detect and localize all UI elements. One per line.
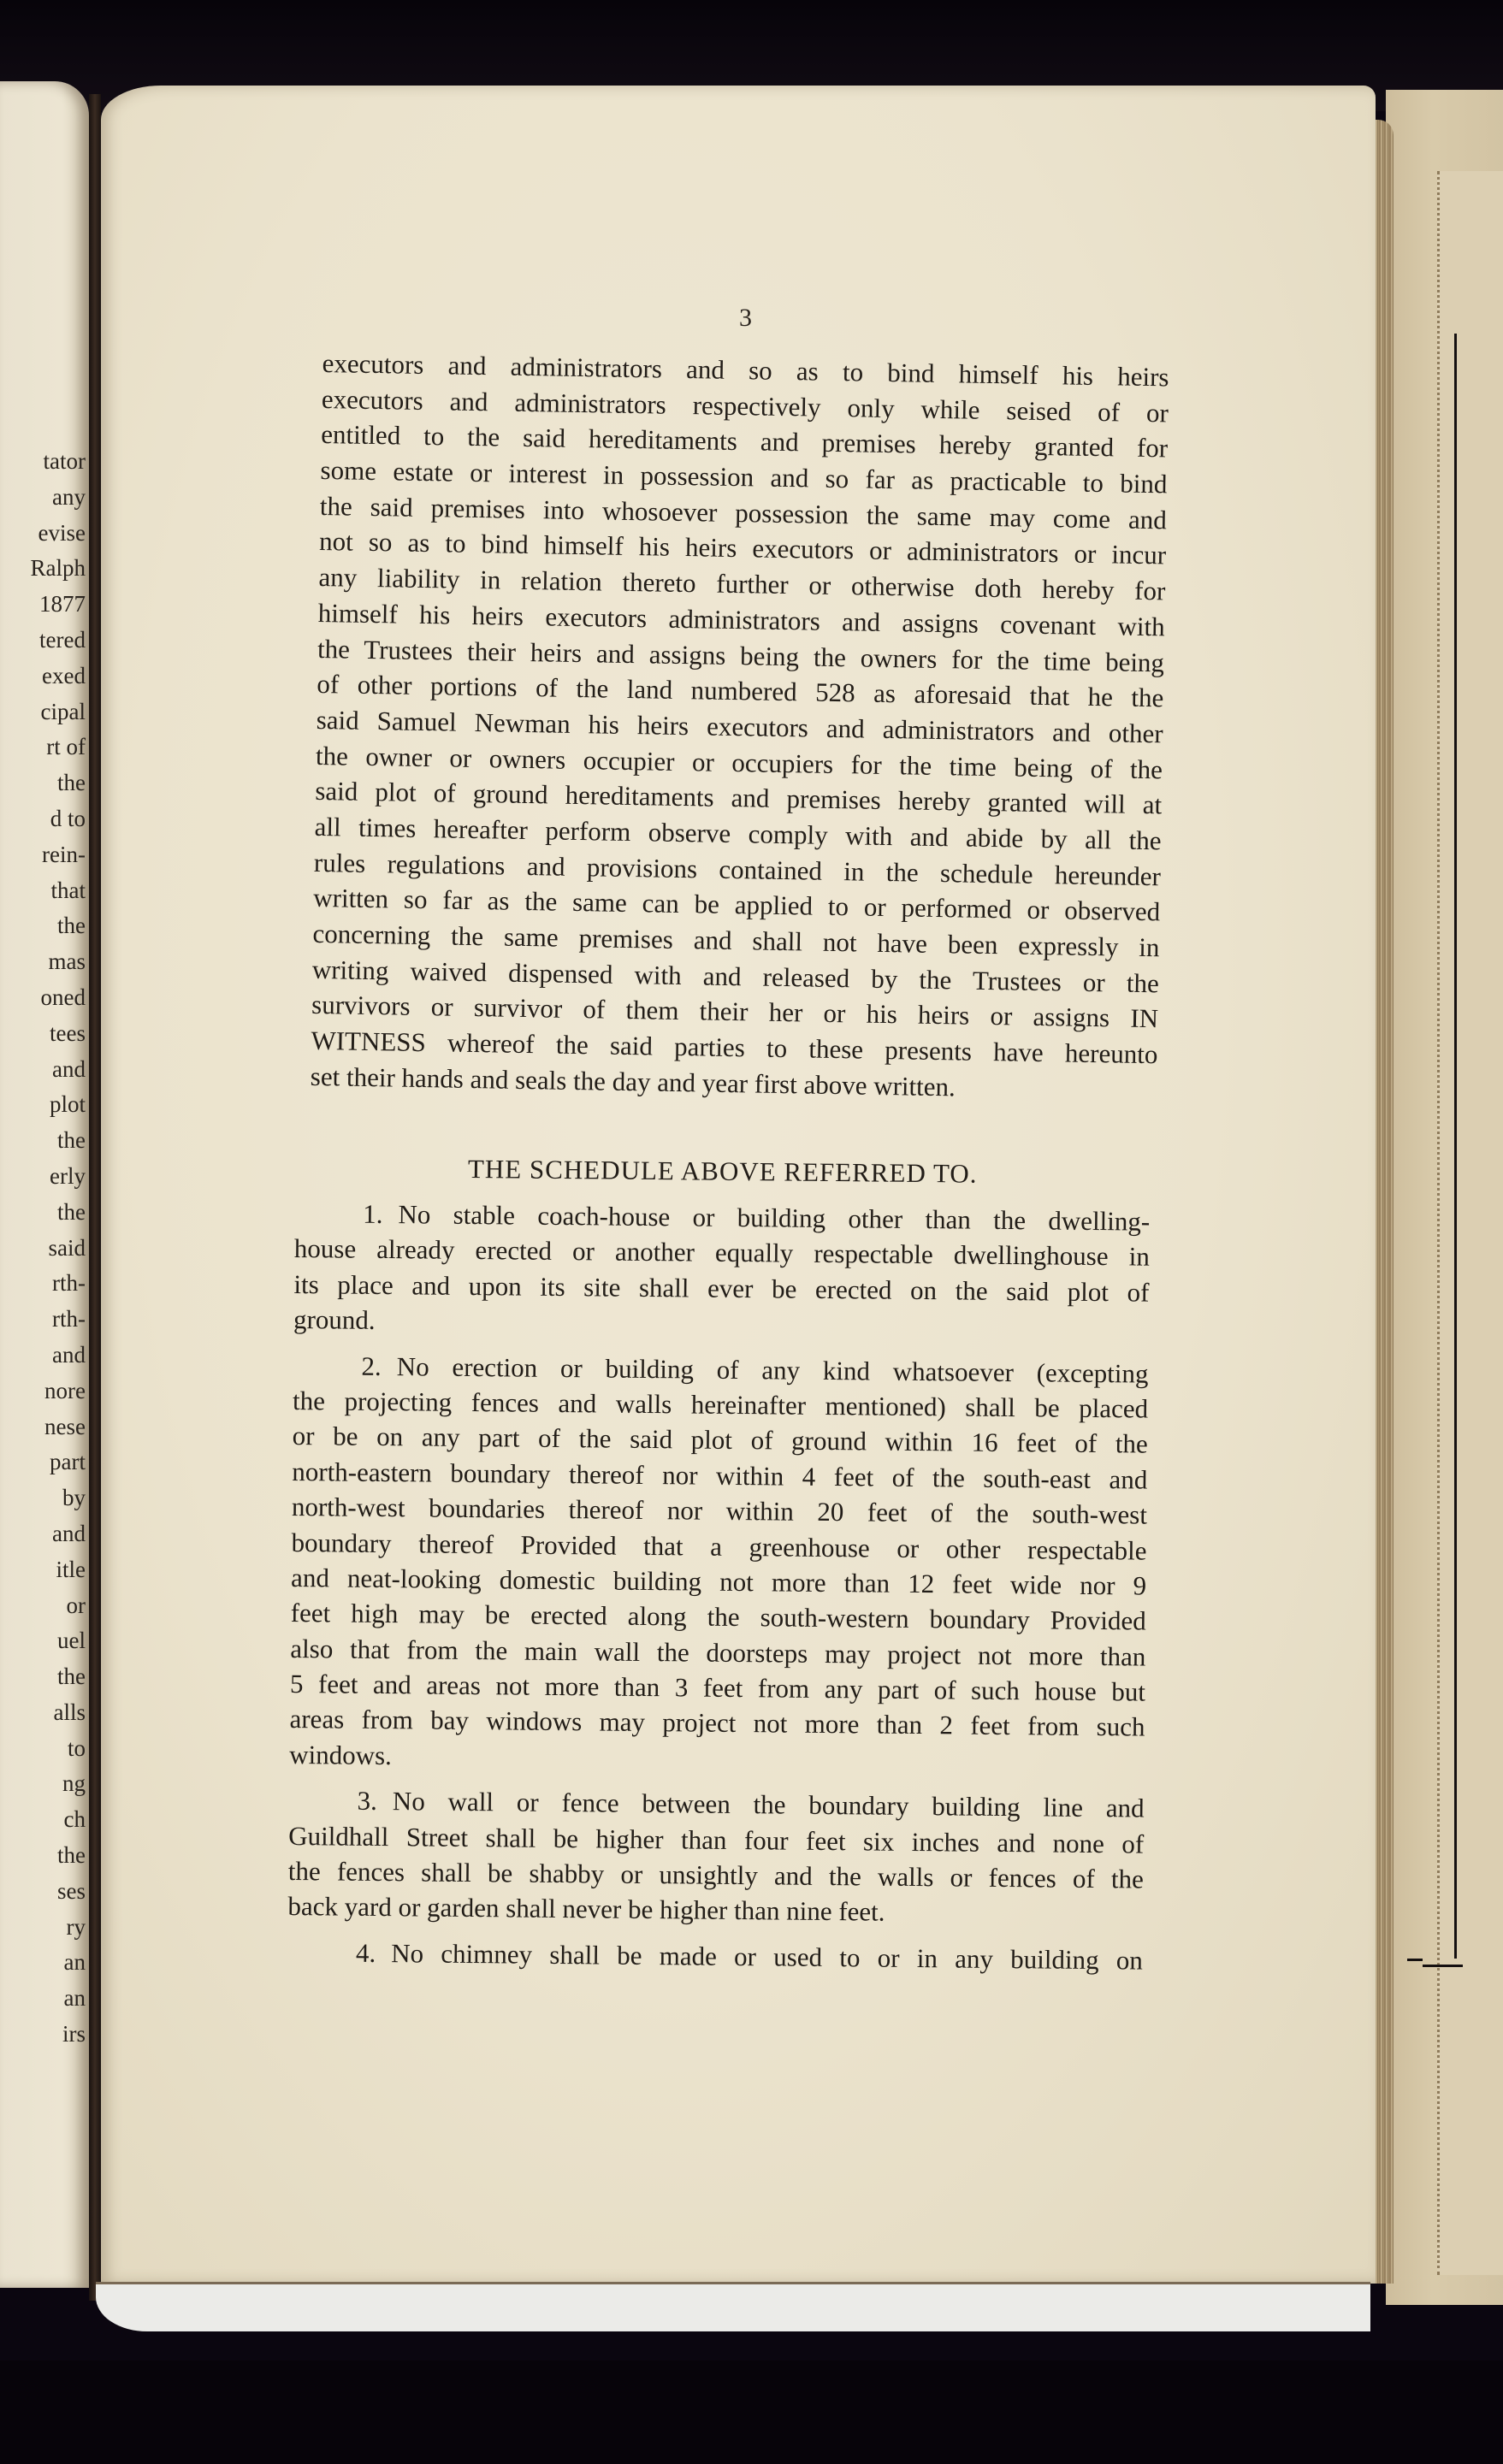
left-page-fragment: the: [57, 913, 86, 939]
left-page-fragment: the: [57, 1663, 86, 1690]
schedule-rule: [287, 1935, 1143, 1978]
left-page-fragment: an: [63, 1949, 86, 1976]
body-text-line: not so as to bind himself his heirs executors or administrators or incur: [318, 526, 1167, 570]
left-page-fragment: and: [52, 1341, 86, 1368]
dark-backdrop-bottom: [0, 2361, 1503, 2464]
left-page-fragment: that: [50, 877, 86, 903]
schedule-rule-line: north-west boundaries thereof nor within 20 feet of the south-west: [291, 1492, 1148, 1530]
body-text-line: said plot of ground hereditaments and premises hereby granted will at: [315, 776, 1163, 820]
schedule-rule: [289, 1348, 1149, 1781]
schedule-rule-number: 1.: [363, 1198, 383, 1229]
page-number: 3: [739, 304, 752, 332]
schedule-rule-line: [287, 1935, 1143, 1978]
left-page-fragment: uel: [57, 1628, 86, 1654]
left-page-fragment: nore: [44, 1377, 86, 1403]
schedule-rule-line: also that from the main wall the doorsteps may project not more than: [290, 1633, 1146, 1672]
left-page-fragment: ng: [62, 1770, 86, 1797]
body-text-line: the said premises into whosoever possession the same may come and: [319, 490, 1168, 535]
body-text-line: rules regulations and provisions contained in the schedule hereunder: [313, 847, 1162, 891]
body-text-line: of other portions of the land numbered 528 as aforesaid that he the: [317, 669, 1164, 713]
schedule-rule-line: areas from bay windows may project not more than 2 feet from such: [289, 1704, 1145, 1743]
body-text-line: executors and administrators and so as to bind himself his heirs: [322, 347, 1169, 393]
left-page-fragment: part: [50, 1449, 86, 1475]
left-page-fragment: the: [57, 1127, 86, 1154]
left-page-fragment: rein-: [42, 841, 86, 867]
page-edges: [1373, 120, 1394, 2284]
left-page-fragment: erly: [50, 1162, 86, 1189]
left-page-fragment: by: [62, 1485, 86, 1511]
schedule-rule-line: the projecting fences and walls hereinafter mentioned) shall be placed: [292, 1385, 1149, 1424]
schedule-rule-line: and neat-looking domestic building not more than 12 feet wide nor 9: [290, 1562, 1147, 1601]
deed-body-text: [310, 346, 1169, 1108]
mount-ink-line: [1407, 1959, 1423, 1961]
left-page-fragment: ses: [57, 1877, 86, 1904]
left-page-fragment: tees: [50, 1019, 86, 1046]
left-page-fragment: tered: [39, 626, 86, 653]
left-page-fragment: any: [52, 483, 86, 510]
schedule-rule-text: No wall or fence between the boundary building line and: [392, 1786, 1145, 1823]
schedule-rule: [293, 1196, 1151, 1345]
left-page-fragment: irs: [62, 2021, 86, 2047]
left-page-fragment: evise: [38, 519, 86, 546]
left-page-fragment: the: [57, 1198, 86, 1225]
schedule-rule-line: ground.: [293, 1304, 376, 1336]
body-text-line: some estate or interest in possession and so far as practicable to bind: [320, 455, 1168, 499]
schedule-rule-line: 5 feet and areas not more than 3 feet from any part of such house but: [289, 1669, 1146, 1707]
schedule-rule-text: No stable coach-house or building other than the dwelling-: [398, 1199, 1151, 1237]
schedule-rule-text: No chimney shall be made or used to or in any building on: [391, 1937, 1144, 1976]
schedule-section: [287, 1146, 1151, 1988]
schedule-rule-line: north-eastern boundary thereof nor within 4 feet of the south-east and: [292, 1456, 1148, 1495]
schedule-rule-line: windows.: [289, 1739, 393, 1770]
left-page-fragment: 1877: [39, 591, 86, 617]
body-text-line: all times hereafter perform observe comply with and abide by all the: [314, 811, 1162, 856]
left-page-fragment: oned: [40, 984, 86, 1010]
book-gutter: [89, 94, 101, 2301]
page-bottom-strip: [96, 2282, 1370, 2331]
mount-ink-line: [1423, 1965, 1463, 1967]
body-text-line: the owner or owners occupier or occupiers for the time being of the: [315, 740, 1163, 784]
body-text-line: WITNESS whereof the said parties to these presents have hereunto: [311, 1025, 1158, 1070]
left-page-fragment: an: [63, 1985, 86, 2012]
body-text-line: set their hands and seals the day and year first above written.: [310, 1061, 956, 1102]
left-page-fragment: d to: [50, 805, 86, 831]
left-page-fragment: or: [66, 1592, 86, 1618]
left-page-fragment: said: [48, 1234, 86, 1261]
left-page-fragment: Ralph: [30, 555, 86, 582]
schedule-rule-number: 2.: [361, 1350, 382, 1381]
left-page-fragment: itle: [56, 1556, 86, 1582]
body-text-line: the Trustees their heirs and assigns being the owners for the time being: [317, 633, 1165, 677]
schedule-rule-line: or be on any part of the said plot of ground within 16 feet of the: [292, 1421, 1148, 1459]
body-text-line: survivors or survivor of them their her or his heirs or assigns IN: [311, 990, 1159, 1034]
left-page-fragment: to: [67, 1734, 86, 1761]
backing-mount-inner: [1437, 171, 1503, 2275]
left-page-fragment: rth-: [52, 1270, 86, 1297]
left-page-fragment: rth-: [52, 1306, 86, 1332]
schedule-rules: [287, 1196, 1151, 1978]
schedule-rule-line: the fences shall be shabby or unsightly and the walls or fences of the: [287, 1855, 1144, 1894]
left-page-fragment: the: [57, 770, 86, 796]
body-text-line: executors and administrators respectively only while seised of or: [321, 383, 1169, 428]
left-page-text-fragments: [31, 444, 86, 2053]
left-page-fragment: ch: [63, 1806, 86, 1833]
schedule-rule-line: house already erected or another equally respectable dwellinghouse in: [293, 1233, 1150, 1272]
schedule-title: THE SCHEDULE ABOVE REFERRED TO.: [467, 1153, 978, 1189]
left-page-fragment: plot: [49, 1091, 86, 1118]
schedule-rule-line: its place and upon its site shall ever be erected on the said plot of: [293, 1268, 1150, 1308]
schedule-rule-line: feet high may be erected along the south-western boundary Provided: [290, 1598, 1146, 1636]
schedule-rule-text: No erection or building of any kind whatsoever (excepting: [396, 1350, 1149, 1389]
left-page-fragment: cipal: [40, 698, 86, 724]
left-facing-page: [0, 81, 89, 2288]
body-text-line: concerning the same premises and shall not have been expressly in: [312, 918, 1160, 963]
schedule-rule-line: Guildhall Street shall be higher than four feet six inches and none of: [288, 1820, 1145, 1859]
left-page-fragment: tator: [43, 448, 86, 474]
body-text-line: entitled to the said hereditaments and premises hereby granted for: [320, 419, 1169, 464]
left-page-fragment: exed: [42, 662, 86, 688]
left-page-fragment: ry: [66, 1913, 86, 1940]
schedule-rule-number: 4.: [355, 1937, 376, 1968]
body-text-line: written so far as the same can be applied to or performed or observed: [313, 883, 1161, 927]
mount-ink-line: [1454, 334, 1457, 1959]
schedule-rule: [287, 1782, 1145, 1932]
left-page-fragment: nese: [44, 1413, 86, 1439]
left-page-fragment: alls: [53, 1699, 86, 1725]
left-page-fragment: the: [57, 1842, 86, 1869]
schedule-rule-line: back yard or garden shall never be higher than nine feet.: [287, 1891, 885, 1928]
schedule-rule-line: boundary thereof Provided that a greenhouse or other respectable: [291, 1527, 1147, 1566]
body-text-line: any liability in relation thereto further or otherwise doth hereby for: [318, 562, 1166, 606]
left-page-fragment: rt of: [46, 734, 86, 760]
left-page-fragment: mas: [48, 948, 86, 975]
left-page-fragment: and: [52, 1520, 86, 1546]
left-page-fragment: and: [52, 1055, 86, 1082]
schedule-rule-number: 3.: [357, 1785, 378, 1817]
body-text-line: said Samuel Newman his heirs executors and administrators and other: [316, 704, 1163, 749]
body-text-line: himself his heirs executors administrators and assigns covenant with: [317, 597, 1165, 642]
body-text-line: writing waived dispensed with and released by the Trustees or the: [311, 954, 1160, 998]
